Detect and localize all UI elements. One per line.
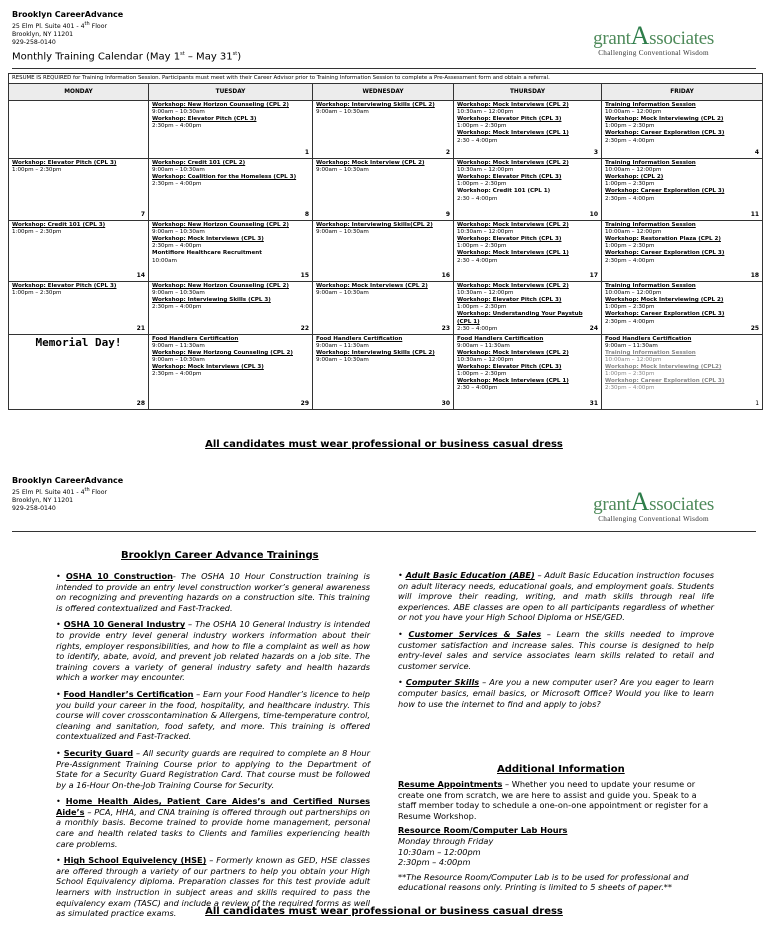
event-time: 1:00pm – 2:30pm <box>605 243 655 250</box>
event-title: Workshop: Mock Interviews (CPL 3) <box>152 364 264 371</box>
calendar-week-row <box>9 221 763 282</box>
event-title: Workshop: Mock Interview (CPL 2) <box>316 160 425 167</box>
event-title: Workshop: Mock Interviews (CPL 1) <box>457 378 569 385</box>
event-title: Workshop: Career Exploration (CPL 3) <box>605 378 725 385</box>
event-time: 9:00am – 10:30am <box>152 290 205 297</box>
event-time: 10:30am – 12:00pm <box>457 109 514 116</box>
event-time: 10:00am – 12:00pm <box>605 357 662 364</box>
org-header-2 <box>12 476 123 513</box>
day-number: 9 <box>445 211 450 218</box>
calendar-title: Monthly Training Calendar (May 1st – May 31st) <box>12 51 242 63</box>
event-time: 10:00am <box>152 257 177 264</box>
event-title: Workshop: New Horizong Counseling (CPL 2) <box>152 349 293 356</box>
training-title: Adult Basic Education (ABE) <box>405 570 535 580</box>
training-item <box>56 796 370 849</box>
calendar-week-row <box>9 101 763 159</box>
header-divider <box>12 68 756 69</box>
calendar-day-cell <box>602 334 763 409</box>
event-title: Workshop: Credit 101 (CPL 2) <box>152 160 246 167</box>
training-title: Computer Skills <box>405 677 480 688</box>
training-calendar <box>8 73 763 410</box>
bullet-icon: • <box>398 628 409 639</box>
org-header <box>12 10 241 63</box>
training-description: Are you a new computer user? Are you eager to learn computer basics, email basics, or Microsoft Office? Would you like to learn how to use the internet to find and apply to jobs? <box>398 677 714 709</box>
day-number: 7 <box>140 211 145 218</box>
event-title: Training Information Session <box>605 160 696 167</box>
separator: – <box>84 806 95 817</box>
calendar-day-cell <box>149 334 313 409</box>
event-title: Training Information Session <box>605 102 696 109</box>
day-number: 18 <box>750 272 760 279</box>
day-number: 4 <box>754 149 760 156</box>
calendar-day-cell <box>313 334 454 409</box>
separator: – <box>534 570 545 580</box>
calendar-day-cell <box>149 101 313 159</box>
bullet-icon: • <box>398 677 406 688</box>
event-time: 10:00am – 12:00pm <box>605 167 662 174</box>
event-title: Workshop: Credit 101 (CPL 3) <box>12 222 106 229</box>
training-title: OSHA 10 Construction <box>65 571 173 581</box>
lab-days: Monday through Friday <box>398 835 494 846</box>
training-title: Customer Services & Sales <box>408 628 542 639</box>
org-address: 25 Elm Pl. Suite 401 - 4th Floor <box>12 487 108 497</box>
event-title: Workshop: Career Exploration (CPL 3) <box>605 188 725 195</box>
event-time: 2:30pm – 4:00pm <box>152 181 202 188</box>
event-title: Food Handlers Certification <box>457 335 544 342</box>
grant-associates-logo: grantAssociates Challenging Conventional Wisdom <box>593 487 714 523</box>
training-description: PCA, HHA, and CNA training is offered through out partnerships on a monthly basis. Become trained to provide home management, personal care and health related tasks to Clients and families experiencing health care problems. <box>56 806 370 849</box>
event-title: Workshop: Interviewing Skills (CPL 3) <box>152 297 271 304</box>
day-number: 8 <box>304 211 309 218</box>
calendar-day-cell <box>313 101 454 159</box>
training-description: The OSHA 10 General Industry is intended to provide entry level general industry workers information about their rights, employer responsibilities, and how to file a complaint as well as how to identify, abate, avoid, and prevent job related hazards on a job site. The training covers a variety of general industry safety and health hazards which a worker may encounter. <box>56 619 370 683</box>
day-number: 21 <box>136 324 145 332</box>
event-title: Workshop: Interviewing Skills(CPL 2) <box>316 222 433 229</box>
calendar-day-cell <box>313 159 454 221</box>
calendar-day-cell <box>454 221 602 282</box>
event-time: 9:00am – 10:30am <box>316 290 369 297</box>
training-item <box>398 629 714 671</box>
event-time: 10:30am – 12:00pm <box>457 290 514 297</box>
event-title: Training Information Session <box>605 222 696 229</box>
event-title: Workshop: Elevator Pitch (CPL 3) <box>457 364 562 371</box>
calendar-day-cell <box>9 334 149 409</box>
calendar-notice: RESUME IS REQUIRED for Training Information Session. Participants must meet with their Career Advisor prior to Training Information Session to complete a Pre-Assessment form and obtain a referral. <box>9 74 763 84</box>
event-title: Montifiore Healthcare Recruitment <box>152 250 262 257</box>
event-time: 9:00am – 11:30am <box>152 342 205 349</box>
calendar-day-cell <box>602 159 763 221</box>
separator: – <box>185 619 195 630</box>
event-time: 2:30pm – 4:00pm <box>152 371 202 378</box>
event-title: Workshop: Mock Interviewing (CPL 2) <box>605 116 724 123</box>
calendar-day-cell <box>149 282 313 335</box>
event-title: Workshop: Elevator Pitch (CPL 3) <box>12 283 117 290</box>
calendar-day-cell <box>602 101 763 159</box>
event-title: Workshop: Mock Interviews (CPL 3) <box>152 236 264 243</box>
bullet-icon: • <box>56 855 64 866</box>
event-time: 9:00am – 10:30am <box>152 229 205 236</box>
calendar-day-cell <box>9 159 149 221</box>
day-number: 17 <box>589 272 598 279</box>
bullet-icon: • <box>398 570 406 580</box>
event-title: Workshop: Mock Interviews (CPL 2) <box>457 222 569 229</box>
training-description: Formerly known as GED, HSE classes are offered through a variety of our partners to help you obtain your High School Equivalency diploma. Preparation classes for this test provide adult learners with instruction in subject areas and skills required to pass the equivalency exam (TASC) and include a review of the required forms as well as simulated practice exams. <box>56 855 370 919</box>
day-number: 15 <box>300 272 309 279</box>
event-time: 2:30pm – 4:00pm <box>605 318 655 325</box>
lab-time-morning: 10:30am – 12:00pm <box>398 846 481 857</box>
event-time: 1:00pm – 2:30pm <box>605 371 655 378</box>
event-title: Workshop: New Horizon Counseling (CPL 2) <box>152 102 289 109</box>
event-title: Workshop: Mock Interviewing (CPL2) <box>605 364 722 371</box>
dress-code-notice: All candidates must wear professional or business casual dress <box>205 439 563 450</box>
event-title: Workshop: (CPL 2) <box>605 174 664 181</box>
logo-tagline: Challenging Conventional Wisdom <box>598 49 709 57</box>
org-city: Brooklyn, NY 11201 <box>12 497 74 505</box>
training-title: Security Guard <box>63 747 134 758</box>
training-description: All security guards are required to complete an 8 Hour Pre-Assignment Training Course prior to applying to the Department of State for a Security Guard Registration Card. That course must be followed by a 16-Hour On-the-Job Training Course for Security. <box>56 747 370 790</box>
event-time: 10:30am – 12:00pm <box>457 229 514 236</box>
event-title: Workshop: Career Exploration (CPL 3) <box>605 130 725 137</box>
event-time: 9:00am – 10:30am <box>152 357 205 364</box>
event-time: 1:00pm – 2:30pm <box>457 243 507 250</box>
training-item <box>398 570 714 623</box>
bullet-icon: • <box>56 796 66 807</box>
org-name: Brooklyn CareerAdvance <box>12 476 124 485</box>
event-title: Workshop: Elevator Pitch (CPL 3) <box>457 174 562 181</box>
event-title: Workshop: Interviewing Skills (CPL 2) <box>316 349 435 356</box>
event-time: 10:30am – 12:00pm <box>457 167 514 174</box>
additional-info <box>398 779 716 897</box>
event-title: Workshop: Mock Interviews (CPL 2) <box>316 283 428 290</box>
calendar-day-cell <box>9 282 149 335</box>
separator: – <box>541 628 557 639</box>
event-title: Workshop: Elevator Pitch (CPL 3) <box>152 116 257 123</box>
training-title: High School Equivelency (HSE) <box>63 855 207 866</box>
org-name: Brooklyn CareerAdvance <box>12 10 124 19</box>
event-time: 9:00am – 10:30am <box>152 167 205 174</box>
day-number: 28 <box>136 399 145 407</box>
day-number: 29 <box>300 399 309 407</box>
event-title: Workshop: Understanding Your Paystub (CPL 1) <box>457 311 583 325</box>
calendar-week-row <box>9 334 763 409</box>
bullet-icon: • <box>56 747 64 758</box>
day-number: 31 <box>589 399 598 407</box>
event-time: 1:00pm – 2:30pm <box>457 304 507 311</box>
dress-code-notice: All candidates must wear professional or business casual dress <box>205 906 563 917</box>
holiday-label: Memorial Day! <box>35 335 122 349</box>
calendar-day-cell <box>602 282 763 335</box>
training-item <box>56 689 370 742</box>
event-title: Workshop: Elevator Pitch (CPL 3) <box>12 160 117 167</box>
event-title: Workshop: Mock Interviews (CPL 2) <box>457 283 569 290</box>
training-item <box>56 748 370 790</box>
separator: – <box>193 688 203 699</box>
event-time: 9:00am – 10:30am <box>316 357 369 364</box>
event-time: 2:30 – 4:00pm <box>457 325 498 332</box>
event-title: Workshop: Elevator Pitch (CPL 3) <box>457 297 562 304</box>
event-time: 2:30pm – 4:00pm <box>605 137 655 144</box>
training-title: Home Health Aides, Patient Care Aides’s and Certified Nurses Aide’s <box>56 796 370 817</box>
resume-appointments: Resume Appointments – Whether you need to update your resume or create one from scratch, we are here to assist and guide you. Speak to a staff member today to schedule a one-on-one appointment or register for a Resume Workshop. <box>398 779 709 821</box>
day-number: 2 <box>445 149 450 156</box>
event-title: Workshop: Career Exploration (CPL 3) <box>605 250 725 257</box>
event-title: Training Information Session <box>605 283 696 290</box>
separator: – <box>133 747 144 758</box>
day-number: 3 <box>593 149 598 156</box>
additional-info-title: Additional Information <box>497 764 625 775</box>
event-time: 1:00pm – 2:30pm <box>12 229 62 236</box>
calendar-day-cell <box>602 221 763 282</box>
org-phone: 929-258-0140 <box>12 39 56 47</box>
calendar-week-row <box>9 282 763 335</box>
event-time: 1:00pm – 2:30pm <box>605 181 655 188</box>
trainings-left-column <box>56 571 370 925</box>
event-title: Workshop: Elevator Pitch (CPL 3) <box>457 116 562 123</box>
event-time: 10:30am – 12:00pm <box>457 357 514 364</box>
event-time: 9:00am – 11:30am <box>605 342 658 349</box>
bullet-icon: • <box>56 688 64 699</box>
day-number: 10 <box>589 211 598 218</box>
day-header-friday: FRIDAY <box>602 84 763 101</box>
event-time: 2:30 – 4:00pm <box>457 137 498 144</box>
calendar-day-cell <box>149 159 313 221</box>
event-time: 9:00am – 10:30am <box>152 109 205 116</box>
calendar-day-cell <box>149 221 313 282</box>
calendar-day-cell <box>454 334 602 409</box>
calendar-day-cell <box>9 221 149 282</box>
event-title: Workshop: Mock Interviews (CPL 1) <box>457 130 569 137</box>
event-title: Food Handlers Certification <box>605 335 692 342</box>
event-time: 9:00am – 10:30am <box>316 167 369 174</box>
bullet-icon: • <box>56 619 64 630</box>
day-number: 1 <box>755 399 760 407</box>
day-number: 24 <box>589 324 598 332</box>
event-title: Training Information Session <box>605 349 696 356</box>
event-time: 2:30 – 4:00pm <box>457 195 498 202</box>
day-number: 30 <box>441 399 450 407</box>
training-title: Food Handler’s Certification <box>63 688 194 699</box>
lab-hours-title: Resource Room/Computer Lab Hours <box>398 825 568 836</box>
training-item <box>56 619 370 683</box>
day-number: 22 <box>300 324 309 332</box>
calendar-day-cell <box>454 282 602 335</box>
day-number: 23 <box>441 324 450 332</box>
event-title: Food Handlers Certification <box>316 335 403 342</box>
calendar-day-cell <box>9 101 149 159</box>
event-title: Workshop: Interviewing Skills (CPL 2) <box>316 102 435 109</box>
event-title: Workshop: New Horizon Counseling (CPL 2) <box>152 222 289 229</box>
logo-tagline: Challenging Conventional Wisdom <box>598 515 709 523</box>
lab-time-afternoon: 2:30pm – 4:00pm <box>398 857 471 868</box>
event-time: 1:00pm – 2:30pm <box>457 123 507 130</box>
separator: – <box>479 677 490 688</box>
event-time: 9:00am – 11:30am <box>316 342 369 349</box>
event-title: Workshop: Mock Interviews (CPL 2) <box>457 160 569 167</box>
event-time: 2:30pm – 4:00pm <box>152 304 202 311</box>
event-title: Workshop: Credit 101 (CPL 1) <box>457 188 551 195</box>
day-header-monday: MONDAY <box>9 84 149 101</box>
event-time: 1:00pm – 2:30pm <box>12 167 62 174</box>
event-time: 2:30 – 4:00pm <box>457 385 498 392</box>
training-title: OSHA 10 General Industry <box>63 619 186 630</box>
grant-associates-logo: grantAssociates Challenging Conventional Wisdom <box>593 21 714 57</box>
separator: - <box>172 571 181 581</box>
event-time: 10:00am – 12:00pm <box>605 109 662 116</box>
event-title: Workshop: Career Exploration (CPL 3) <box>605 311 725 318</box>
event-time: 9:00am – 11:30am <box>457 342 510 349</box>
trainings-right-column <box>398 570 714 715</box>
event-time: 2:30pm – 4:00pm <box>152 243 202 250</box>
event-title: Workshop: Restoration Plaza (CPL 2) <box>605 236 721 243</box>
day-number: 16 <box>441 272 450 279</box>
event-title: Workshop: Mock Interviews (CPL 2) <box>457 349 569 356</box>
event-time: 1:00pm – 2:30pm <box>12 290 62 297</box>
day-number: 14 <box>136 272 145 279</box>
event-time: 1:00pm – 2:30pm <box>457 181 507 188</box>
calendar-week-row <box>9 159 763 221</box>
event-title: Workshop: Elevator Pitch (CPL 3) <box>457 236 562 243</box>
event-time: 9:00am – 10:30am <box>316 229 369 236</box>
day-number: 11 <box>750 211 760 218</box>
day-number: 1 <box>304 149 309 156</box>
event-time: 9:00am – 10:30am <box>316 109 369 116</box>
training-description: The OSHA 10 Hour Construction training is intended to provide an entry level construction worker’s general awareness on recognizing and preventing hazards on a construction site. This training is offered contextualized and Fast-Tracked. <box>56 571 370 613</box>
day-header-tuesday: TUESDAY <box>149 84 313 101</box>
training-description: Learn the skills needed to improve customer satisfaction and increase sales. This course is designed to help entry-level sales and service associates learn skills related to retail and customer service. <box>398 628 714 671</box>
lab-usage-note: **The Resource Room/Computer Lab is to be used for professional and educational reasons only. Printing is limited to 5 sheets of paper.** <box>398 871 689 893</box>
header-divider <box>12 531 756 532</box>
event-time: 1:00pm – 2:30pm <box>605 304 655 311</box>
day-header-thursday: THURSDAY <box>454 84 602 101</box>
training-item <box>398 677 714 709</box>
event-title: Workshop: Mock Interviewing (CPL 2) <box>605 297 724 304</box>
calendar-day-cell <box>454 159 602 221</box>
training-item <box>56 571 370 613</box>
org-phone: 929-258-0140 <box>12 505 56 513</box>
training-description: Earn your Food Handler’s licence to help you build your career in the food, hospitality, and healthcare industry. This course will cover crosscontamination & Allergens, time-temperature control, cleaning and sanitation, food safety, and more. This training is offered contextualized and Fast-Tracked. <box>56 688 370 742</box>
day-number: 25 <box>750 324 760 332</box>
event-time: 10:00am – 12:00pm <box>605 290 662 297</box>
calendar-day-cell <box>454 101 602 159</box>
event-title: Workshop: New Horizon Counseling (CPL 2) <box>152 283 289 290</box>
event-title: Workshop: Mock Interviews (CPL 2) <box>457 102 569 109</box>
day-header-wednesday: WEDNESDAY <box>313 84 454 101</box>
training-description: Adult Basic Education instruction focuses on adult literacy needs, educational goals, and employment goals. Students will improve their reading, writing, and math skills through real life experiences. ABE classes are open to all participants regardless of whether or not you have your High School Diploma or HSE/GED. <box>398 570 714 623</box>
event-title: Workshop: Coalition for the Homeless (CPL 3) <box>152 174 297 181</box>
calendar-day-cell <box>313 282 454 335</box>
event-time: 2:30 – 4:00pm <box>457 257 498 264</box>
trainings-title: Brooklyn Career Advance Trainings <box>121 550 319 561</box>
event-time: 2:30pm – 4:00pm <box>605 385 655 392</box>
event-time: 2:30pm – 4:00pm <box>152 123 202 130</box>
org-address: 25 Elm Pl. Suite 401 - 4th Floor <box>12 21 108 31</box>
calendar-day-cell <box>313 221 454 282</box>
event-time: 10:00am – 12:00pm <box>605 229 662 236</box>
event-time: 2:30pm – 4:00pm <box>605 257 655 264</box>
event-time: 1:00pm – 2:30pm <box>605 123 655 130</box>
event-time: 2:30pm – 4:00pm <box>605 195 655 202</box>
event-title: Food Handlers Certification <box>152 335 239 342</box>
separator: – <box>206 855 217 866</box>
org-city: Brooklyn, NY 11201 <box>12 31 74 39</box>
event-time: 1:00pm – 2:30pm <box>457 371 507 378</box>
event-title: Workshop: Mock Interviews (CPL 1) <box>457 250 569 257</box>
bullet-icon: • <box>56 571 66 581</box>
